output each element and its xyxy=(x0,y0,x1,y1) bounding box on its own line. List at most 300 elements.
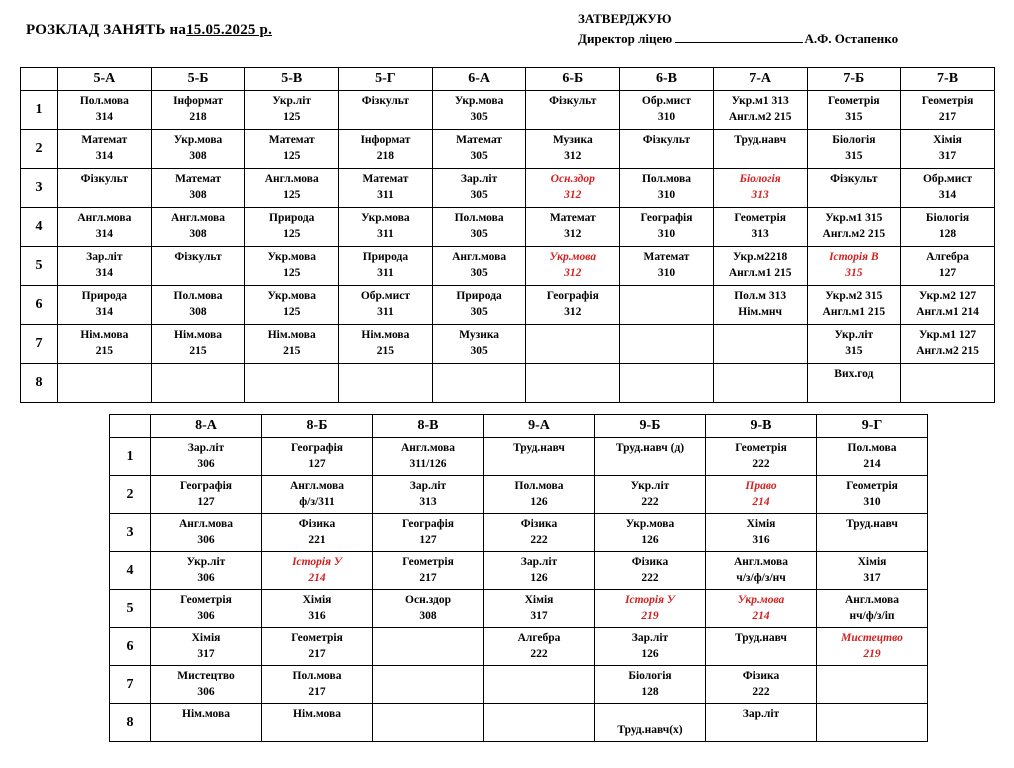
subject-text: Інформат xyxy=(360,134,411,146)
lesson-cell xyxy=(245,208,339,247)
lesson-row xyxy=(21,325,995,364)
signature-line xyxy=(675,32,803,43)
class-header: 7-А xyxy=(713,68,807,91)
lesson-cell xyxy=(151,704,262,742)
subject-text: Зар.літ xyxy=(742,708,780,720)
lesson-cell xyxy=(245,364,339,403)
subject-text: Природа xyxy=(81,290,128,302)
subject-text: Укр.мова xyxy=(549,251,597,263)
lesson-cell xyxy=(245,286,339,325)
lesson-cell xyxy=(484,628,595,666)
room-text: 214 xyxy=(752,610,770,622)
lesson-cell xyxy=(58,325,152,364)
lesson-number: 7 xyxy=(21,325,58,364)
lesson-row xyxy=(21,208,995,247)
lesson-cell xyxy=(807,325,901,364)
class-header: 9-Б xyxy=(595,415,706,438)
lesson-cell xyxy=(373,514,484,552)
class-header: 6-Б xyxy=(526,68,620,91)
subject-text: Зар.літ xyxy=(187,442,225,454)
class-header: 8-А xyxy=(151,415,262,438)
room-text: 128 xyxy=(641,686,659,698)
room-text: Англ.м1 214 xyxy=(916,306,979,318)
subject-text: Геометрія xyxy=(735,442,787,454)
table-header-row xyxy=(21,68,995,91)
class-header: 7-В xyxy=(901,68,995,91)
room-text: 313 xyxy=(751,228,769,240)
room-text: 308 xyxy=(189,306,207,318)
subject-text: Хімія xyxy=(302,594,332,606)
lesson-row xyxy=(110,590,928,628)
lesson-cell xyxy=(339,169,433,208)
lesson-cell xyxy=(245,247,339,286)
subject-text: Англ.мова xyxy=(289,480,344,492)
room-text: 314 xyxy=(95,111,113,123)
lesson-row xyxy=(21,130,995,169)
subject-text: Вих.год xyxy=(834,368,874,380)
class-header: 5-А xyxy=(58,68,152,91)
subject-text: Історія У xyxy=(292,556,342,568)
subject-text: Геометрія xyxy=(921,95,974,107)
room-text: 310 xyxy=(657,189,676,201)
lesson-cell xyxy=(151,169,245,208)
room-text: 317 xyxy=(530,610,548,622)
subject-text: Укр.літ xyxy=(272,95,312,107)
room-text: 215 xyxy=(283,345,301,357)
lesson-cell xyxy=(262,704,373,742)
lesson-cell xyxy=(901,325,995,364)
room-text: 222 xyxy=(752,458,770,470)
lesson-row xyxy=(21,91,995,130)
subject-text: Географія xyxy=(290,442,344,454)
lesson-cell xyxy=(620,91,714,130)
subject-text: Англ.мова xyxy=(178,518,233,530)
room-text: 315 xyxy=(845,267,863,279)
subject-text: Хімія xyxy=(191,632,221,644)
lesson-cell xyxy=(262,628,373,666)
class-header: 6-В xyxy=(620,68,714,91)
subject-text: Геометрія xyxy=(291,632,343,644)
room-text: 214 xyxy=(752,496,770,508)
room-text: 215 xyxy=(376,345,395,357)
subject-text: Англ.мова xyxy=(400,442,455,454)
room-text: 217 xyxy=(419,572,437,584)
subject-text: Труд.навч xyxy=(735,632,787,644)
room-text: 222 xyxy=(530,534,548,546)
room-text: 222 xyxy=(530,648,548,660)
lesson-cell xyxy=(339,91,433,130)
subject-text xyxy=(595,706,705,722)
lesson-cell xyxy=(526,169,620,208)
subject-text: Укр.м2218 xyxy=(733,251,788,263)
subject-text: Нім.мова xyxy=(174,329,223,341)
lesson-cell xyxy=(373,590,484,628)
subject-text: Англ.мова xyxy=(844,594,899,606)
room-text: 222 xyxy=(641,572,659,584)
subject-text: Укр.мова xyxy=(737,594,785,606)
lesson-cell xyxy=(817,476,928,514)
room-text: 125 xyxy=(283,189,301,201)
lesson-cell xyxy=(901,208,995,247)
lesson-row xyxy=(110,438,928,476)
subject-text: Природа xyxy=(269,212,315,224)
lesson-number: 2 xyxy=(110,476,151,514)
room-text: 128 xyxy=(938,228,957,240)
lesson-number: 2 xyxy=(21,130,58,169)
subject-text: Зар.літ xyxy=(409,480,447,492)
subject-text: Геометрія xyxy=(828,95,880,107)
lesson-cell xyxy=(807,169,901,208)
lesson-cell xyxy=(262,438,373,476)
subject-text: Укр.м2 315 xyxy=(825,290,883,302)
lesson-cell xyxy=(58,286,152,325)
lesson-cell xyxy=(151,628,262,666)
subject-text: Математ xyxy=(362,173,409,185)
subject-text: Укр.мова xyxy=(361,212,410,224)
lesson-cell xyxy=(526,130,620,169)
subject-text: Зар.літ xyxy=(460,173,498,185)
lesson-cell xyxy=(706,628,817,666)
lesson-cell xyxy=(339,364,433,403)
lesson-cell xyxy=(706,666,817,704)
class-header: 9-В xyxy=(706,415,817,438)
subject-text: Право xyxy=(745,480,777,492)
lesson-cell xyxy=(151,438,262,476)
lesson-cell xyxy=(620,364,714,403)
lesson-cell xyxy=(713,364,807,403)
lesson-cell xyxy=(713,208,807,247)
room-text: 312 xyxy=(564,150,582,162)
subject-text: Пол.мова xyxy=(514,480,564,492)
lesson-number: 6 xyxy=(21,286,58,325)
lesson-cell xyxy=(807,208,901,247)
lesson-cell xyxy=(245,169,339,208)
lesson-row xyxy=(110,476,928,514)
subject-text: Фізкульт xyxy=(549,95,597,107)
subject-text: Нім.мова xyxy=(267,329,316,341)
lesson-cell xyxy=(620,247,714,286)
room-text: 314 xyxy=(95,228,113,240)
lesson-number: 7 xyxy=(110,666,151,704)
room-text: 310 xyxy=(657,111,676,123)
schedule-table-grades-5-7 xyxy=(20,67,995,403)
lesson-cell xyxy=(713,91,807,130)
subject-text: Математ xyxy=(81,134,128,146)
subject-text: Фізика xyxy=(520,518,558,530)
room-text: 317 xyxy=(938,150,957,162)
lesson-cell xyxy=(713,169,807,208)
subject-text: Пол.мова xyxy=(292,670,342,682)
room-text: 305 xyxy=(470,306,488,318)
subject-text: Алгебра xyxy=(926,251,969,263)
room-text: 316 xyxy=(308,610,326,622)
room-text: 305 xyxy=(470,189,488,201)
room-text: 311 xyxy=(377,189,394,201)
lesson-number: 6 xyxy=(110,628,151,666)
room-text: 305 xyxy=(470,267,488,279)
approve-name: А.Ф. Остапенко xyxy=(804,31,899,46)
lesson-cell xyxy=(245,91,339,130)
class-header: 9-Г xyxy=(817,415,928,438)
subject-text: Англ.мова xyxy=(171,212,226,224)
subject-text: Обр.мист xyxy=(641,95,692,107)
room-text: 306 xyxy=(197,458,215,470)
lesson-cell xyxy=(526,208,620,247)
subject-text: Історія У xyxy=(625,594,675,606)
lesson-cell xyxy=(526,91,620,130)
lesson-cell xyxy=(151,325,245,364)
room-text: 218 xyxy=(189,111,207,123)
subject-text: Хімія xyxy=(524,594,554,606)
room-text: 125 xyxy=(283,228,301,240)
lesson-cell xyxy=(484,590,595,628)
room-text: 126 xyxy=(641,534,659,546)
class-header: 6-А xyxy=(432,68,526,91)
room-text: 126 xyxy=(530,572,548,584)
lesson-cell xyxy=(526,364,620,403)
room-text: 306 xyxy=(197,610,215,622)
lesson-cell xyxy=(432,325,526,364)
lesson-cell xyxy=(706,438,817,476)
room-text: 308 xyxy=(189,228,207,240)
lesson-cell xyxy=(151,552,262,590)
subject-text: Англ.мова xyxy=(733,556,788,568)
lesson-cell xyxy=(151,476,262,514)
lesson-row xyxy=(110,628,928,666)
subject-text: Укр.літ xyxy=(630,480,670,492)
lesson-cell xyxy=(432,91,526,130)
room-text: 317 xyxy=(863,572,881,584)
lesson-cell xyxy=(807,364,901,403)
room-text: 222 xyxy=(641,496,659,508)
subject-text: Нім.мова xyxy=(182,708,230,720)
subject-text: Укр.м2 127 xyxy=(918,290,977,302)
subject-text: Обр.мист xyxy=(922,173,973,185)
lesson-cell xyxy=(484,476,595,514)
lesson-cell xyxy=(807,91,901,130)
room-text: ф/з/311 xyxy=(299,496,335,508)
lesson-cell xyxy=(151,514,262,552)
lesson-number: 3 xyxy=(110,514,151,552)
room-text: Англ.м2 215 xyxy=(916,345,979,357)
schedule-table-grades-8-9 xyxy=(109,414,928,742)
lesson-cell xyxy=(262,552,373,590)
lesson-cell xyxy=(807,130,901,169)
lesson-cell xyxy=(262,590,373,628)
subject-text: Природа xyxy=(456,290,502,302)
lesson-cell xyxy=(432,169,526,208)
subject-text: Укр.м1 315 xyxy=(825,212,883,224)
subject-text: Пол.мова xyxy=(641,173,691,185)
header-corner xyxy=(110,415,151,438)
lesson-number: 4 xyxy=(110,552,151,590)
approve-signature-line xyxy=(578,29,898,49)
subject-text: Хімія xyxy=(746,518,776,530)
subject-text: Музика xyxy=(459,329,500,341)
room-text: 125 xyxy=(283,111,301,123)
approval-block xyxy=(578,9,898,49)
lesson-cell xyxy=(595,704,706,742)
subject-text: Музика xyxy=(552,134,593,146)
subject-text: Укр.мова xyxy=(625,518,675,530)
lesson-cell xyxy=(620,208,714,247)
lesson-cell xyxy=(58,169,152,208)
room-text: 305 xyxy=(470,345,488,357)
lesson-cell xyxy=(706,552,817,590)
subject-text: Геометрія xyxy=(180,594,232,606)
room-text: Англ.м1 215 xyxy=(822,306,886,318)
room-text: 219 xyxy=(863,648,881,660)
subject-text: Осн.здор xyxy=(405,594,451,606)
room-text: 310 xyxy=(863,496,881,508)
room-text: Англ.м2 215 xyxy=(822,228,886,240)
subject-text: Труд.навч xyxy=(734,134,787,146)
room-text: 316 xyxy=(752,534,770,546)
room-text: 313 xyxy=(751,189,769,201)
lesson-cell xyxy=(901,286,995,325)
room-text: 314 xyxy=(95,267,113,279)
lesson-cell xyxy=(373,704,484,742)
approve-title: ЗАТВЕРДЖУЮ xyxy=(578,11,672,26)
lesson-row xyxy=(110,552,928,590)
lesson-row xyxy=(21,286,995,325)
room-text: 308 xyxy=(419,610,437,622)
lesson-cell xyxy=(595,628,706,666)
room-text: 312 xyxy=(564,228,582,240)
lesson-cell xyxy=(817,628,928,666)
subject-text: Фізкульт xyxy=(80,173,129,185)
subject-text: Пол.мова xyxy=(173,290,223,302)
room-text: 306 xyxy=(197,572,215,584)
subject-text: Інформат xyxy=(173,95,223,107)
room-text: 310 xyxy=(657,228,676,240)
room-text: 126 xyxy=(530,496,548,508)
subject-text: Нім.мова xyxy=(361,329,410,341)
subject-text: Укр.мова xyxy=(173,134,223,146)
subject-text: Мистецтво xyxy=(177,670,235,682)
subject-text: Зар.літ xyxy=(520,556,558,568)
class-header: 9-А xyxy=(484,415,595,438)
subject-text: Пол.мова xyxy=(847,442,897,454)
subject-text: Біологія xyxy=(925,212,970,224)
room-text: 313 xyxy=(419,496,437,508)
lesson-cell xyxy=(713,286,807,325)
room-text: 214 xyxy=(863,458,881,470)
room-text: 315 xyxy=(845,150,863,162)
lesson-cell xyxy=(151,208,245,247)
subject-text: Фізкульт xyxy=(174,251,222,263)
lesson-cell xyxy=(245,325,339,364)
lesson-cell xyxy=(901,130,995,169)
lesson-cell xyxy=(151,590,262,628)
lesson-cell xyxy=(58,91,152,130)
lesson-number: 1 xyxy=(21,91,58,130)
room-text: 127 xyxy=(308,458,326,470)
lesson-cell xyxy=(373,628,484,666)
subject-text: Алгебра xyxy=(517,632,561,644)
subject-text: Труд.навч xyxy=(846,518,898,530)
lesson-cell xyxy=(484,438,595,476)
lesson-cell xyxy=(817,704,928,742)
subject-text: Зар.літ xyxy=(86,251,123,263)
lesson-cell xyxy=(595,514,706,552)
subject-text: Укр.мова xyxy=(454,95,504,107)
lesson-row xyxy=(21,364,995,403)
room-text: 312 xyxy=(564,306,582,318)
lesson-cell xyxy=(817,552,928,590)
room-text: 310 xyxy=(657,267,676,279)
lesson-cell xyxy=(706,476,817,514)
lesson-cell xyxy=(432,247,526,286)
lesson-number: 4 xyxy=(21,208,58,247)
room-text: 312 xyxy=(564,267,582,279)
lesson-cell xyxy=(151,666,262,704)
lesson-row xyxy=(110,666,928,704)
lesson-cell xyxy=(620,130,714,169)
subject-text: Укр.літ xyxy=(186,556,226,568)
lesson-cell xyxy=(373,552,484,590)
room-text: 311/126 xyxy=(409,458,447,470)
title-prefix: РОЗКЛАД ЗАНЯТЬ на xyxy=(26,22,187,38)
subject-text: Геометрія xyxy=(734,212,786,224)
lesson-cell xyxy=(526,325,620,364)
room-text: 311 xyxy=(377,267,394,279)
subject-text: Історія В xyxy=(829,251,879,263)
room-text: 126 xyxy=(641,648,659,660)
subject-text: Хімія xyxy=(933,134,962,146)
room-text: 314 xyxy=(938,189,957,201)
subject-text: Англ.мова xyxy=(452,251,507,263)
table-header-row xyxy=(110,415,928,438)
class-header: 7-Б xyxy=(807,68,901,91)
class-header: 5-В xyxy=(245,68,339,91)
room-text: 214 xyxy=(308,572,326,584)
lesson-cell xyxy=(620,325,714,364)
subject-text: Труд.навч (д) xyxy=(615,442,685,454)
lesson-cell xyxy=(526,286,620,325)
lesson-cell xyxy=(151,286,245,325)
subject-text: Фізкульт xyxy=(642,134,691,146)
lesson-cell xyxy=(58,364,152,403)
room-text: ч/з/ф/з/нч xyxy=(736,572,786,584)
lesson-number: 1 xyxy=(110,438,151,476)
lesson-row xyxy=(110,514,928,552)
subject-text: Нім.мова xyxy=(80,329,129,341)
lesson-cell xyxy=(245,130,339,169)
approve-role: Директор ліцею xyxy=(578,31,673,46)
subject-text: Біологія xyxy=(628,670,672,682)
lesson-number: 8 xyxy=(21,364,58,403)
lesson-cell xyxy=(151,91,245,130)
lesson-cell xyxy=(595,552,706,590)
class-header: 8-В xyxy=(373,415,484,438)
class-header: 5-Б xyxy=(151,68,245,91)
lesson-cell xyxy=(484,514,595,552)
subject-text: Мистецтво xyxy=(841,632,903,644)
subject-text: Біологія xyxy=(832,134,876,146)
lesson-cell xyxy=(817,438,928,476)
room-text: 317 xyxy=(197,648,215,660)
lesson-cell xyxy=(713,247,807,286)
lesson-cell xyxy=(595,438,706,476)
subject-text: Географія xyxy=(546,290,599,302)
room-text: 221 xyxy=(308,534,326,546)
lesson-cell xyxy=(807,286,901,325)
lesson-cell xyxy=(595,590,706,628)
lesson-cell xyxy=(901,364,995,403)
room-text: нч/ф/з/іп xyxy=(849,610,895,622)
lesson-cell xyxy=(484,704,595,742)
